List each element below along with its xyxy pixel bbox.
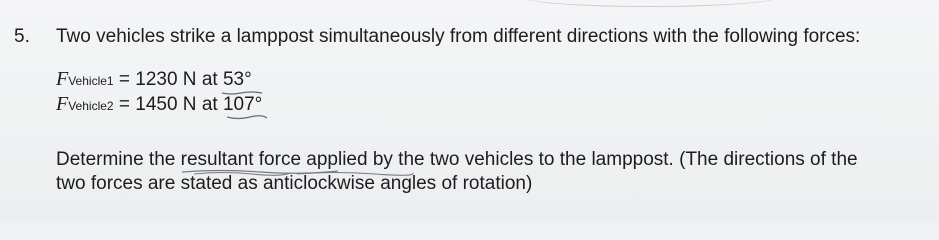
force-subscript: Vehicle2 bbox=[68, 99, 114, 113]
force-symbol: F bbox=[56, 68, 69, 90]
question-text: Two vehicles strike a lamppost simultaneously from different directions with the following forces: bbox=[56, 26, 861, 47]
question-number: 5. bbox=[14, 26, 30, 47]
equals-sign: = bbox=[118, 94, 130, 115]
force-magnitude: 1230 N bbox=[135, 69, 197, 90]
force-angle-value: 107° bbox=[222, 94, 263, 115]
instruction-line-1: Determine the resultant force applied by the two vehicles to the lamppost. (The directions of the bbox=[56, 149, 858, 170]
instruction-line-2: two forces are stated as anticlockwise angles of rotation) bbox=[56, 173, 533, 194]
at-word: at bbox=[201, 69, 218, 90]
force-magnitude: 1450 N bbox=[135, 94, 197, 115]
force-line-vehicle2 bbox=[56, 93, 262, 116]
force-line-vehicle1 bbox=[56, 68, 252, 91]
equals-sign: = bbox=[118, 69, 130, 90]
force-angle bbox=[223, 94, 262, 116]
page-edge-arc bbox=[520, 0, 780, 7]
at-word: at bbox=[201, 94, 218, 115]
handwritten-underline bbox=[221, 115, 273, 121]
force-angle bbox=[223, 69, 252, 91]
force-subscript: Vehicle1 bbox=[68, 74, 114, 88]
force-symbol: F bbox=[56, 93, 69, 115]
force-angle-value: 53° bbox=[222, 69, 252, 90]
